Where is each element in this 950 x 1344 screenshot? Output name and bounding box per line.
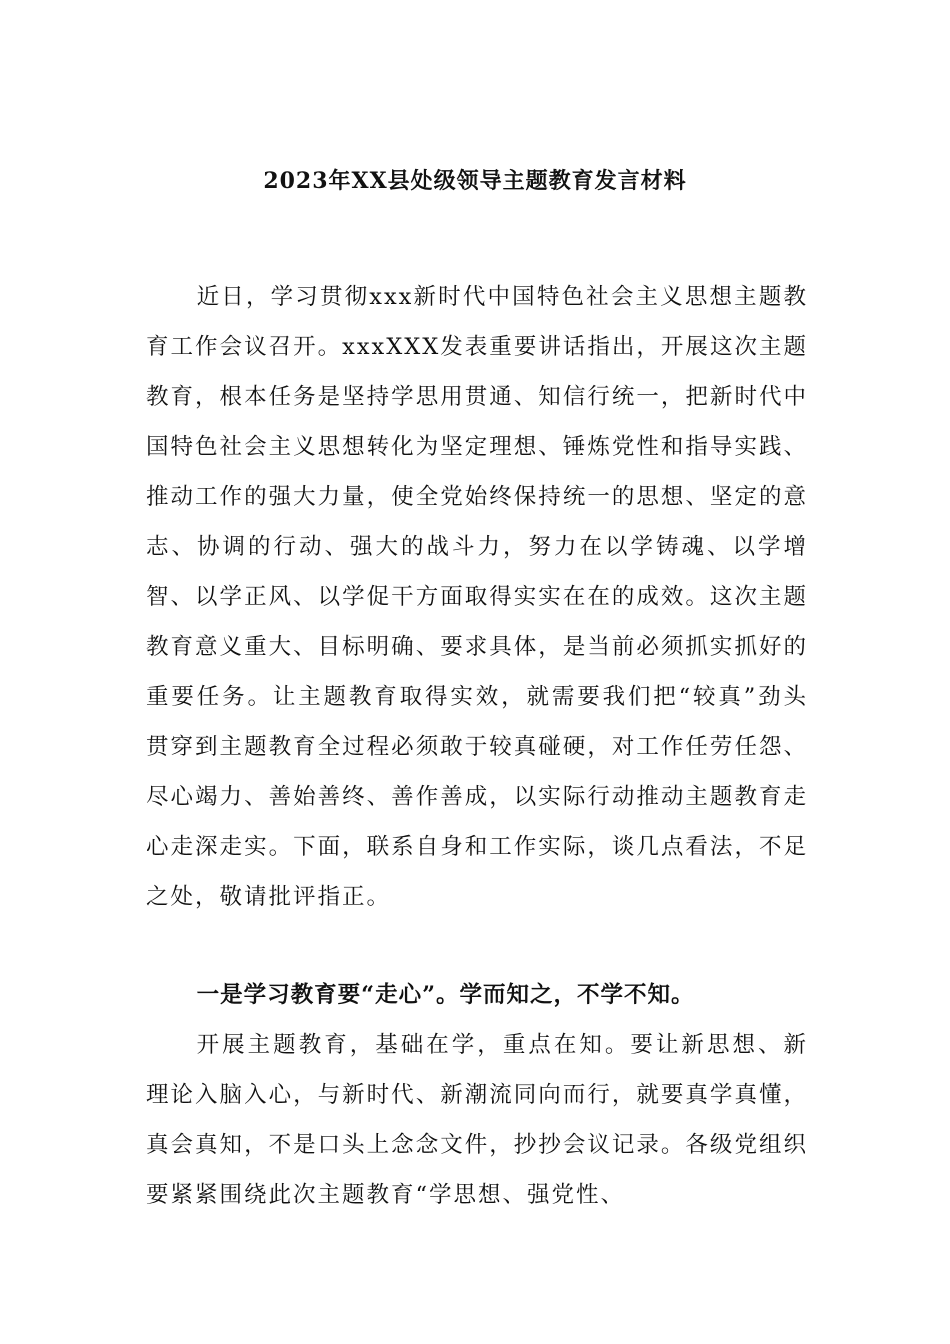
intro-section <box>146 272 808 922</box>
section-heading: 一是学习教育要“走心”。学而知之，不学不知。 <box>196 982 695 1008</box>
intro-paragraph: 近日，学习贯彻xxx新时代中国特色社会主义思想主题教育工作会议召开。xxxXXX发表重要讲话指出，开展这次主题教育，根本任务是坚持学思用贯通、知信行统一，把新时代中国特色社会主义思想转化为坚定理想、锤炼党性和指导实践、推动工作的强大力量，使全党始终保持统一的思想、坚定的意志、协调的行动、强大的战斗力，努力在以学铸魂、以学增智、以学正风、以学促干方面取得实实在在的成效。这次主题教育意义重大、目标明确、要求具体，是当前必须抓实抓好的重要任务。让主题教育取得实效，就需要我们把“较真”劲头贯穿到主题教育全过程必须敢于较真碰硬，对工作任劳任怨、尽心竭力、善始善终、善作善成，以实际行动推动主题教育走心走深走实。下面，联系自身和工作实际，谈几点看法，不足之处，敬请批评指正。 <box>146 284 808 910</box>
section-body <box>146 1020 808 1220</box>
section-paragraph: 开展主题教育，基础在学，重点在知。要让新思想、新理论入脑入心，与新时代、新潮流同向而行，就要真学真懂，真会真知，不是口头上念念文件，抄抄会议记录。各级党组织要紧紧围绕此次主题教育“学思想、强党性、 <box>146 1032 808 1208</box>
document-title: 2023年XX县处级领导主题教育发言材料 <box>263 168 687 194</box>
